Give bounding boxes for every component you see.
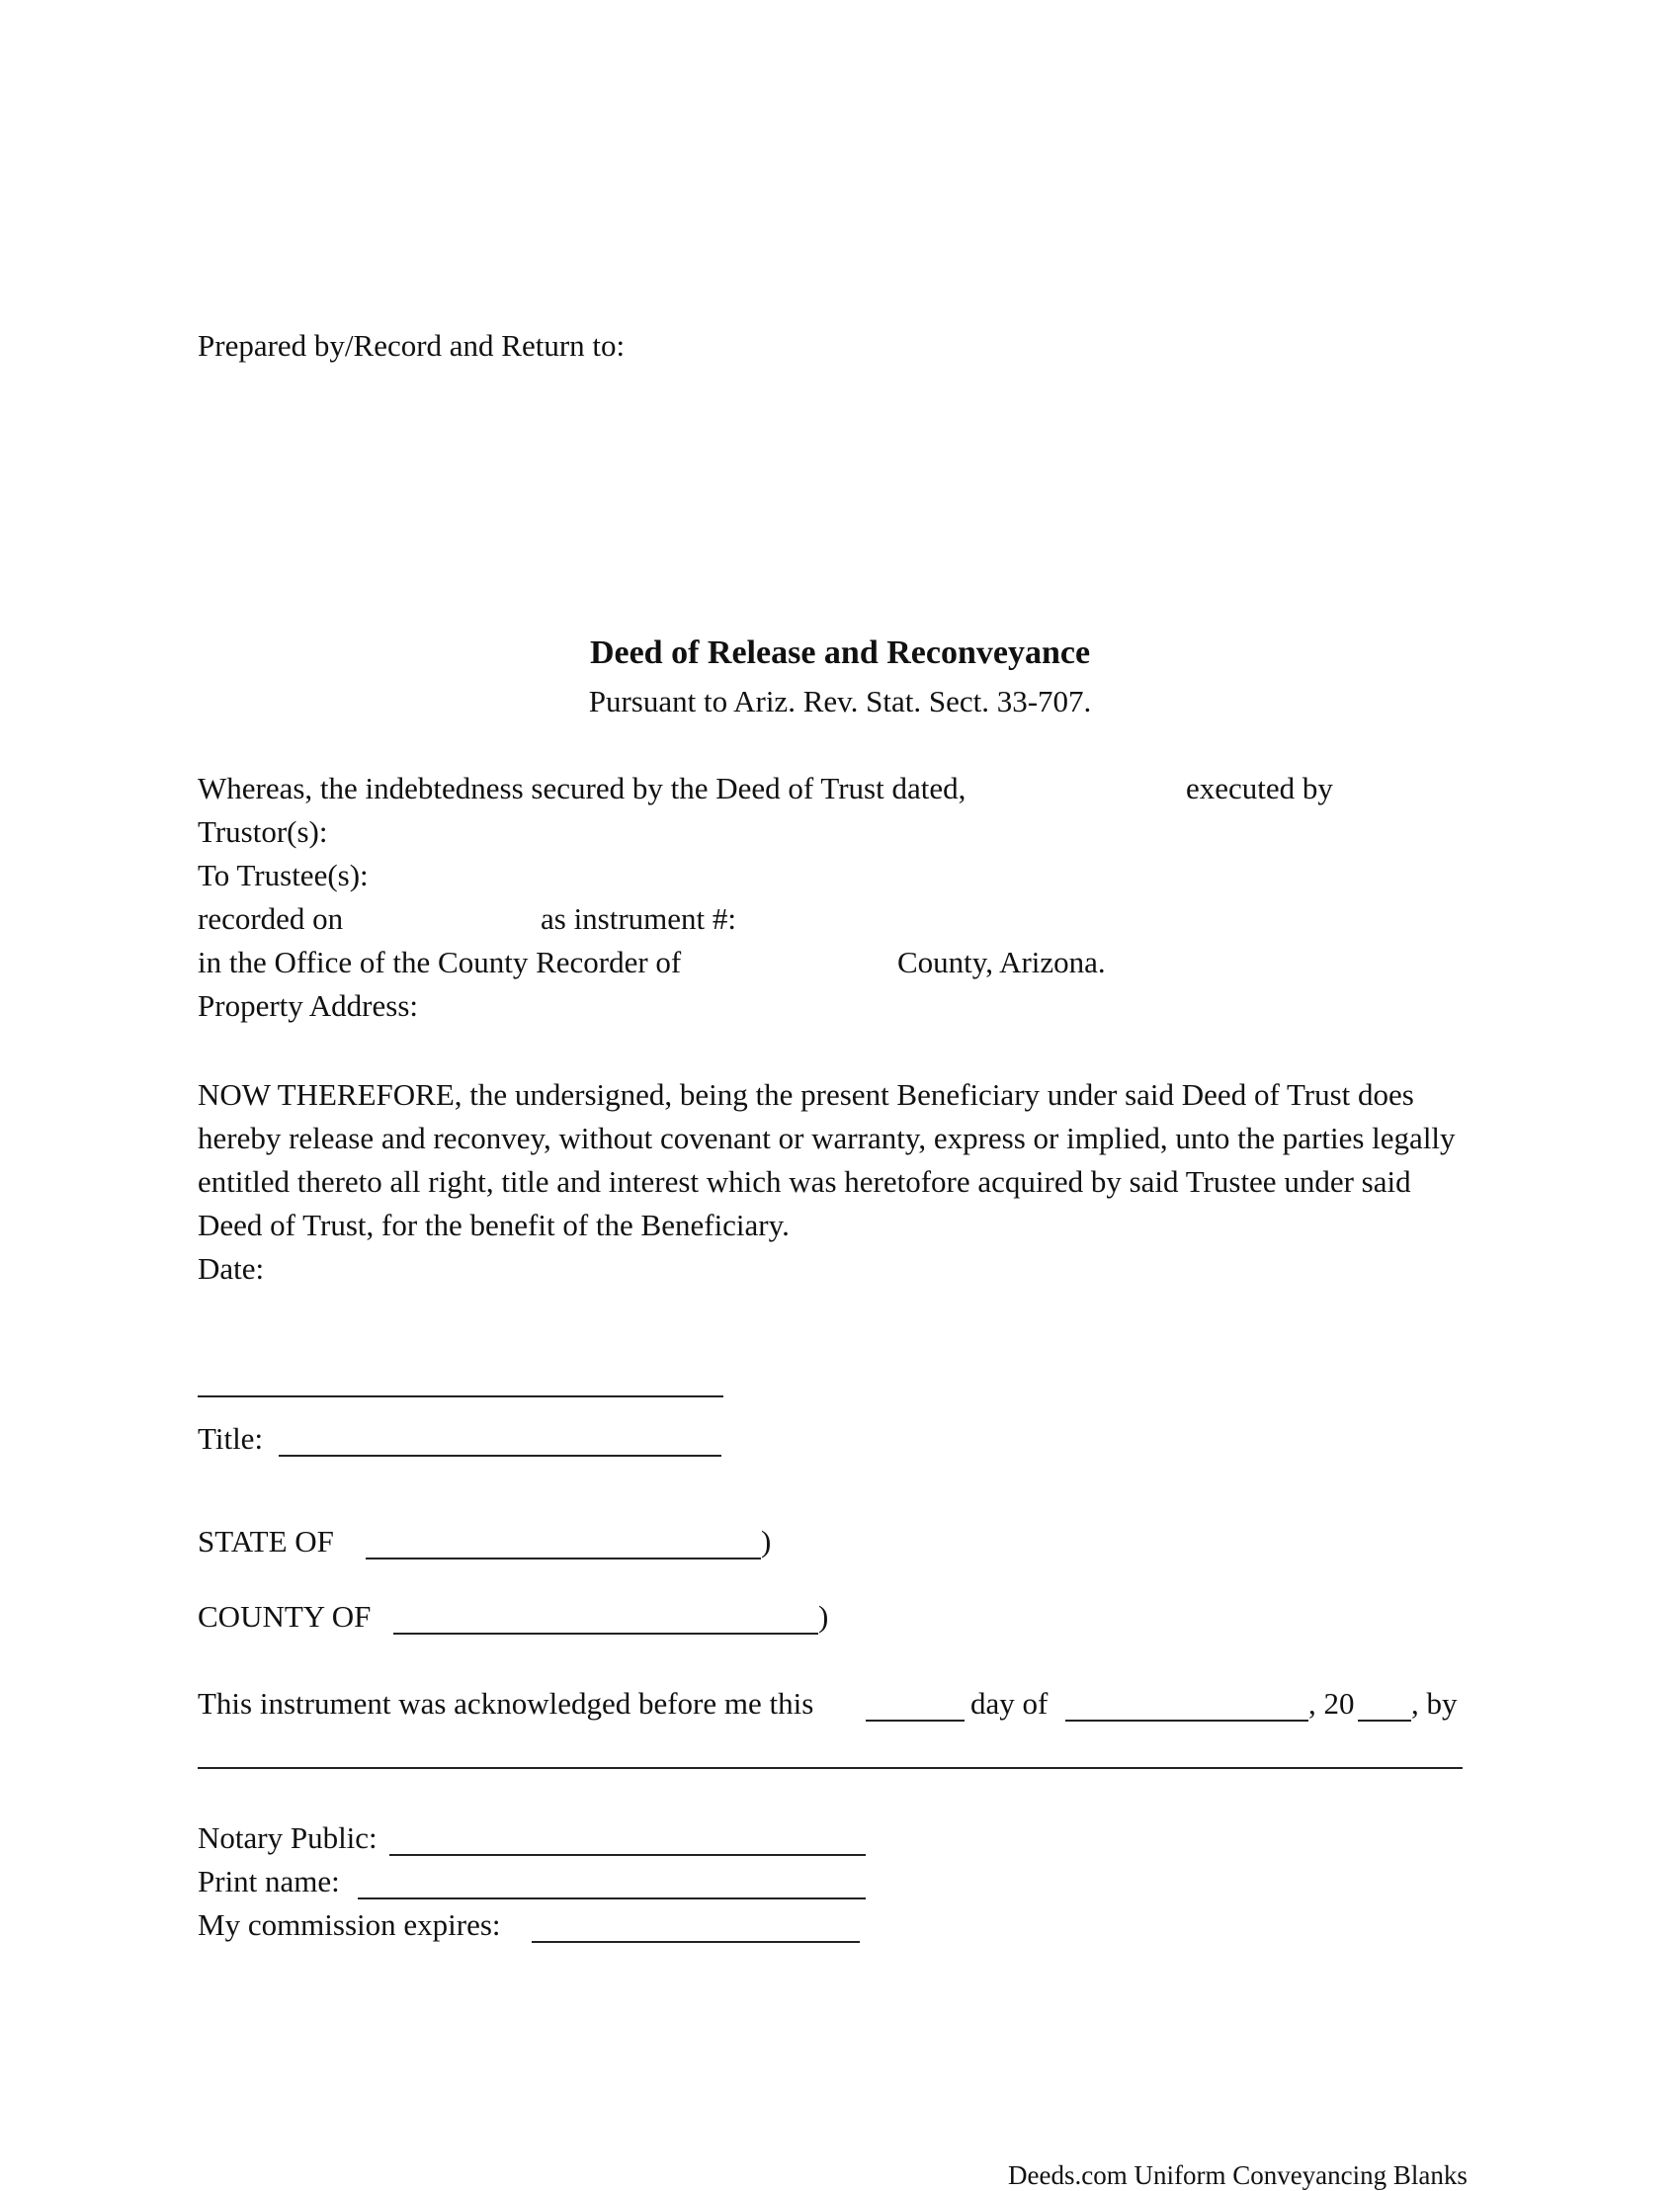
property-address-label: Property Address: [198,988,419,1023]
ack-year-line[interactable] [1358,1720,1411,1722]
state-line[interactable] [366,1558,761,1559]
ack-month-line[interactable] [1065,1720,1308,1722]
print-name-label: Print name: [198,1864,340,1898]
document-subtitle: Pursuant to Ariz. Rev. Stat. Sect. 33-707. [588,684,1092,718]
title-line[interactable] [279,1455,721,1457]
county-line[interactable] [393,1633,818,1635]
trustees-label: To Trustee(s): [198,858,369,892]
county-recorder-label: in the Office of the County Recorder of [198,945,682,979]
commission-line[interactable] [532,1941,860,1943]
state-of-label: STATE OF [198,1524,334,1559]
ack-day-line[interactable] [866,1720,965,1722]
instrument-label: as instrument #: [541,901,737,936]
signature-line[interactable] [198,1395,723,1397]
prepared-by-label: Prepared by/Record and Return to: [198,328,626,363]
whereas-text: Whereas, the indebtedness secured by the Deed of Trust dated, [198,771,966,805]
now-therefore-paragraph: NOW THEREFORE, the undersigned, being the present Beneficiary under said Deed of Trust does hereby release and reconvey, without covenant or warranty, express or implied, unto the parties legally entitled thereto all right, title and interest which was heretofore acquired by said Trustee under said Deed of Trust, for the benefit of the Beneficiary. [198,1077,1456,1242]
commission-label: My commission expires: [198,1907,501,1942]
document-title: Deed of Release and Reconveyance [589,634,1091,671]
ack-name-line[interactable] [198,1767,1463,1769]
state-paren: ) [761,1524,772,1559]
title-label: Title: [198,1421,264,1456]
ack-year-prefix: , 20 [1308,1686,1355,1721]
print-name-line[interactable] [358,1897,866,1899]
recorded-on-label: recorded on [198,901,344,936]
trustors-label: Trustor(s): [198,814,328,849]
ack-day-of-text: day of [970,1686,1049,1721]
county-arizona-text: County, Arizona. [897,945,1106,979]
executed-by-text: executed by [1186,771,1333,805]
notary-public-line[interactable] [389,1854,866,1856]
acknowledgment-text: This instrument was acknowledged before me this [198,1686,814,1721]
county-of-label: COUNTY OF [198,1599,372,1634]
date-label: Date: [198,1251,265,1286]
footer-text: Deeds.com Uniform Conveyancing Blanks [1008,2160,1468,2190]
notary-public-label: Notary Public: [198,1820,378,1855]
county-paren: ) [818,1599,829,1634]
ack-by-text: , by [1411,1686,1458,1721]
